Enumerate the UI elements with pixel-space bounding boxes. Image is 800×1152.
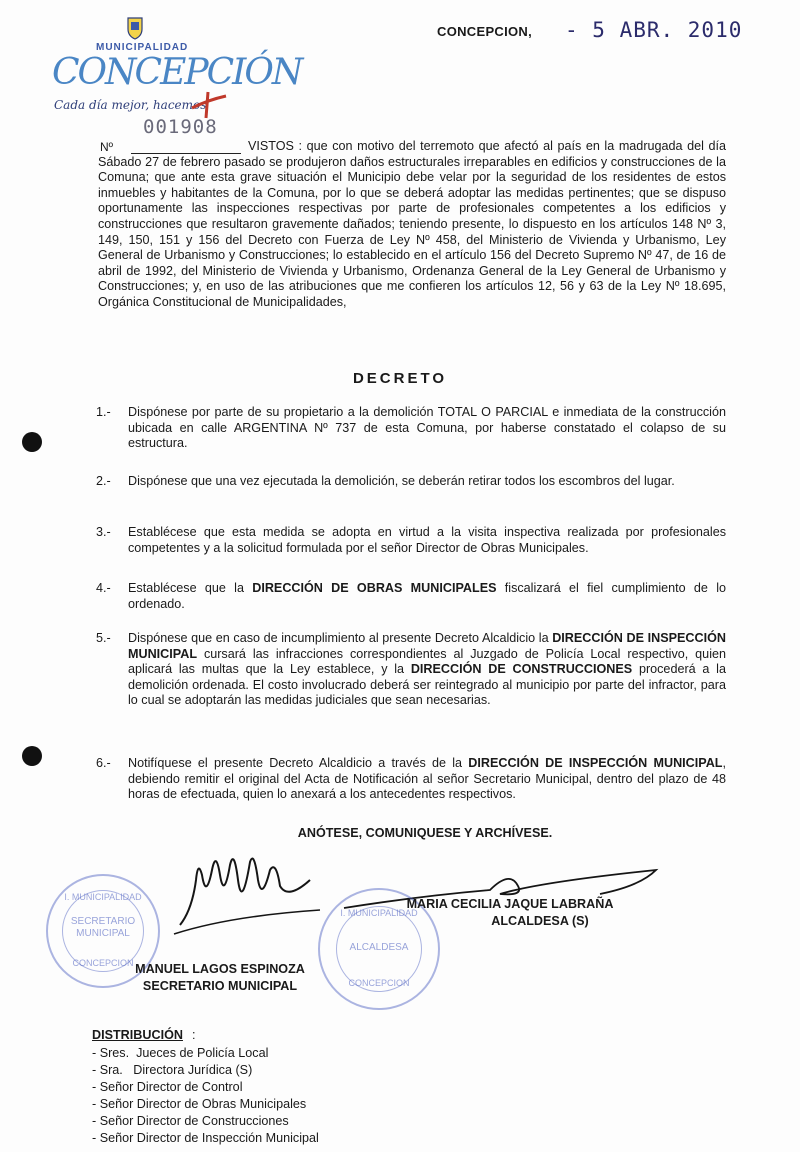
distribution-item: - Señor Director de Construcciones [92,1114,289,1128]
logo-slogan: Cada día mejor, hacemos [54,98,207,112]
distribution-item: - Señor Director de Inspección Municipal [92,1131,319,1145]
seal-mayor-mid: ALCALDESA [349,942,409,953]
secretary-name: MANUEL LAGOS ESPINOZA [135,962,305,976]
distribution-list [92,1045,319,1147]
decreto-title: DECRETO [352,370,448,387]
distribution-item: - Sra. Directora Jurídica (S) [92,1063,253,1077]
signature-secretary [170,840,340,940]
decree-item-text: Notifíquese el presente Decreto Alcaldicio a través de la DIRECCIÓN DE INSPECCIÓN MUNICIPAL, debiendo remitir el original del Acta de Notificación al señor Secretario Municipal, dentro del plazo de 48 horas de efectuada, quien lo anexará a los antecedentes respectivos. [128,756,727,802]
seal-secretary-top: I. MUNICIPALIDAD [64,892,142,902]
closing-formula: ANÓTESE, COMUNIQUESE Y ARCHÍVESE. [297,826,553,840]
seal-mayor-bottom: CONCEPCION [348,978,410,988]
punch-hole-top [22,432,42,452]
decree-item-text: Dispónese que una vez ejecutada la demolición, se deberán retirar todos los escombros del lugar. [128,474,675,488]
decree-item-number: 1.- [96,405,111,419]
number-label: Nº [100,140,114,154]
crest-icon [126,16,144,40]
seal-secretary-mid2: MUNICIPAL [76,928,130,939]
decree-item-text: Dispónese que en caso de incumplimiento al presente Decreto Alcaldicio la DIRECCIÓN DE INSPECCIÓN MUNICIPAL cursará las infracciones correspondientes al Juzgado de Policía Local respectivo, quien aplicará las multas que la Ley establece, y la DIRECCIÓN DE CONSTRUCCIONES procederá a la demolición ordenada. El costo involucrado deberá ser reintegrado al municipio por parte del infractor, para lo cual se adoptarán las medidas judiciales que sean necesarias. [128,631,726,708]
distribution-item: - Señor Director de Control [92,1080,243,1094]
city-label: CONCEPCION, [437,24,533,39]
vistos-paragraph: VISTOS : que con motivo del terremoto que afectó al país en la madrugada del día Sábado 27 de febrero pasado se produjeron daños estructurales irreparables en edificios y construcciones de la Comuna; que ante esta grave situación el Municipio debe velar por la seguridad de los residentes de estos inmuebles y habitantes de la Comuna, por lo que se deberá adoptar las medidas pertinentes; que se dispuso oportunamente las inspecciones respectivas por parte de profesionales competentes a los edificios y construcciones que resultaron gravemente dañados; teniendo presente, lo dispuesto en los artículos 148 Nº 3, 149, 150, 151 y 156 del Decreto con Fuerza de Ley Nº 458, del Ministerio de Vivienda y Urbanismo, Ley General de Urbanismo y Construcciones; lo establecido en el artículo 156 del Decreto Supremo Nº 47, de 16 de abril de 1992, del Ministerio de Vivienda y Urbanismo, Ordenanza General de la Ley General de Urbanismo y Construcciones; y, en uso de las atribuciones que me confieren los artículos 12, 56 y 63 de la Ley Nº 18.695, Orgánica Constitucional de Municipalidades, [98,139,726,309]
plus-swoosh-icon [188,86,228,120]
distribution-colon: : [192,1028,196,1042]
distribution-item: - Sres. Jueces de Policía Local [92,1046,269,1060]
punch-hole-bottom [22,746,42,766]
decree-item-text: Establécese que la DIRECCIÓN DE OBRAS MUNICIPALES fiscalizará el fiel cumplimiento de lo ordenado. [128,581,727,611]
secretary-title: SECRETARIO MUNICIPAL [142,979,298,993]
decree-item-number: 2.- [96,474,111,488]
logo-name: CONCEPCIÓN [52,52,302,93]
distribution-title: DISTRIBUCIÓN [92,1028,183,1042]
decree-item-text: Establécese que esta medida se adopta en virtud a la visita inspectiva realizada por profesionales competentes y a la solicitud formulada por el señor Director de Obras Municipales. [128,525,726,555]
decree-item-number: 4.- [96,581,111,595]
municipality-logo [48,14,302,124]
mayor-title: ALCALDESA (S) [491,914,589,928]
decree-item-number: 5.- [96,631,111,645]
date-stamp: - 5 ABR. 2010 [565,18,743,42]
mayor-name: MARIA CECILIA JAQUE LABRAÑA [406,897,614,911]
seal-secretary-mid1: SECRETARIO [70,916,136,927]
decree-item-number: 3.- [96,525,111,539]
serial-number: 001908 [143,116,218,138]
distribution-item: - Señor Director de Obras Municipales [92,1097,307,1111]
logo-municipalidad: MUNICIPALIDAD [96,42,189,53]
decree-item-number: 6.- [96,756,111,770]
decree-item-text: Dispónese por parte de su propietario a la demolición TOTAL O PARCIAL e inmediata de la construcción ubicada en calle ARGENTINA Nº 737 de esta Comuna, por haberse constatado el colapso de su estructura. [128,405,726,451]
seal-mayor-top: I. MUNICIPALIDAD [340,908,418,918]
seal-secretary-bottom: CONCEPCION [72,958,134,968]
